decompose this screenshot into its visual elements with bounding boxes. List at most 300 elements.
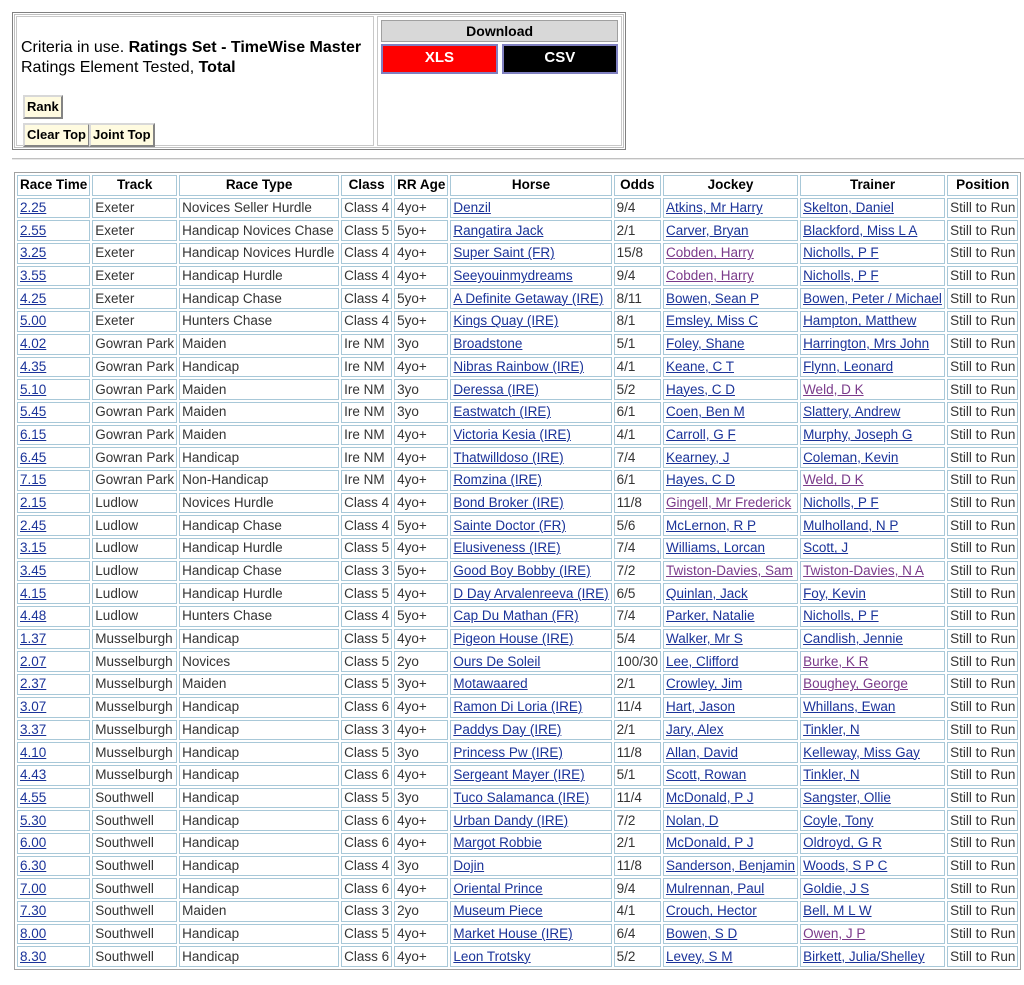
horse-link[interactable]: Oriental Prince [453, 880, 543, 896]
jockey-link[interactable]: Parker, Natalie [665, 608, 755, 624]
table-cell [179, 651, 339, 672]
race-time-link[interactable]: 6.00 [20, 835, 47, 851]
table-cell [341, 765, 392, 786]
class-cell: Ire NM [344, 336, 385, 352]
trainer-link[interactable]: Coleman, Kevin [803, 449, 899, 465]
table-cell [663, 334, 798, 355]
jockey-link[interactable]: McDonald, P J [665, 835, 754, 851]
race-time-link[interactable]: 3.15 [20, 540, 47, 556]
table-cell [947, 583, 1018, 604]
odds-cell: 11/8 [616, 857, 642, 873]
race-time-link[interactable]: 4.10 [20, 744, 47, 760]
jockey-link[interactable]: Williams, Lorcan [665, 540, 765, 556]
table-cell [800, 856, 945, 877]
trainer-link[interactable]: Twiston-Davies, N A [803, 563, 924, 579]
header-track[interactable]: Track [92, 175, 177, 196]
age-cell: 3yo [397, 744, 419, 760]
header-odds[interactable]: Odds [614, 175, 661, 196]
race-time-link[interactable]: 3.55 [20, 268, 47, 284]
horse-link[interactable]: Rangatira Jack [453, 222, 544, 238]
trainer-link[interactable]: Scott, J [803, 540, 849, 556]
race-time-link[interactable]: 3.37 [20, 721, 47, 737]
jockey-link[interactable]: Hayes, C D [665, 472, 735, 488]
table-cell [947, 220, 1018, 241]
download-xls-button[interactable]: XLS [381, 44, 497, 74]
joint-top-button[interactable]: Joint Top [89, 123, 155, 147]
age-cell: 4yo+ [397, 926, 427, 942]
trainer-link[interactable]: Goldie, J S [803, 880, 870, 896]
table-cell [92, 924, 177, 945]
jockey-link[interactable]: Hart, Jason [665, 699, 735, 715]
jockey-link[interactable]: Gingell, Mr Frederick [665, 494, 792, 510]
table-cell [450, 583, 611, 604]
trainer-link[interactable]: Sangster, Ollie [803, 789, 891, 805]
race-time-link[interactable]: 5.45 [20, 404, 47, 420]
table-cell [394, 697, 448, 718]
class-cell: Class 5 [344, 631, 390, 647]
table-cell [450, 924, 611, 945]
race-time-link[interactable]: 4.48 [20, 608, 47, 624]
horse-link[interactable]: Broadstone [453, 336, 523, 352]
race-type-cell: Maiden [182, 676, 227, 692]
trainer-link[interactable]: Harrington, Mrs John [803, 336, 930, 352]
table-cell [179, 402, 339, 423]
horse-link[interactable]: Princess Pw (IRE) [453, 744, 563, 760]
horse-link[interactable]: Dojin [453, 857, 485, 873]
class-cell: Class 4 [344, 268, 390, 284]
table-cell [614, 515, 661, 536]
horse-link[interactable]: Eastwatch (IRE) [453, 404, 551, 420]
table-cell [947, 742, 1018, 763]
table-row [17, 606, 1018, 627]
trainer-link[interactable]: Coyle, Tony [803, 812, 874, 828]
race-time-link[interactable]: 4.02 [20, 336, 47, 352]
table-cell [17, 788, 90, 809]
horse-link[interactable]: Deressa (IRE) [453, 381, 539, 397]
race-time-link[interactable]: 3.45 [20, 563, 47, 579]
table-cell [92, 697, 177, 718]
table-cell [450, 765, 611, 786]
download-title: Download [381, 20, 618, 42]
table-cell [17, 493, 90, 514]
table-cell [92, 765, 177, 786]
jockey-link[interactable]: Sanderson, Benjamin [665, 857, 796, 873]
race-time-link[interactable]: 2.07 [20, 653, 47, 669]
position-cell: Still to Run [950, 903, 1016, 919]
table-cell [450, 311, 611, 332]
class-cell: Class 5 [344, 676, 390, 692]
age-cell: 4yo+ [397, 835, 427, 851]
table-cell [450, 402, 611, 423]
horse-link[interactable]: D Day Arvalenreeva (IRE) [453, 585, 609, 601]
horse-link[interactable]: Bond Broker (IRE) [453, 494, 564, 510]
class-cell: Ire NM [344, 426, 385, 442]
table-cell [341, 402, 392, 423]
jockey-link[interactable]: Lee, Clifford [665, 653, 739, 669]
table-cell [450, 720, 611, 741]
race-time-link[interactable]: 4.15 [20, 585, 47, 601]
jockey-link[interactable]: Bowen, S D [665, 926, 738, 942]
race-time-link[interactable]: 5.10 [20, 381, 47, 397]
race-type-cell: Handicap Chase [182, 290, 282, 306]
jockey-link[interactable]: Atkins, Mr Harry [665, 200, 763, 216]
table-row [17, 856, 1018, 877]
race-type-cell: Handicap [182, 744, 240, 760]
horse-link[interactable]: Urban Dandy (IRE) [453, 812, 569, 828]
table-cell [17, 311, 90, 332]
jockey-link[interactable]: McLernon, R P [665, 517, 757, 533]
table-row [17, 810, 1018, 831]
trainer-link[interactable]: Foy, Kevin [803, 585, 866, 601]
trainer-link[interactable]: Murphy, Joseph G [803, 426, 913, 442]
trainer-link[interactable]: Nicholls, P F [803, 494, 879, 510]
table-cell [92, 515, 177, 536]
age-cell: 5yo+ [397, 517, 427, 533]
table-cell [947, 288, 1018, 309]
trainer-link[interactable]: Boughey, George [803, 676, 908, 692]
race-time-link[interactable]: 6.45 [20, 449, 47, 465]
race-time-link[interactable]: 7.30 [20, 903, 47, 919]
table-cell [800, 651, 945, 672]
race-time-link[interactable]: 2.37 [20, 676, 47, 692]
table-cell [800, 311, 945, 332]
table-cell [663, 720, 798, 741]
table-cell [17, 357, 90, 378]
table-row [17, 447, 1018, 468]
age-cell: 3yo [397, 381, 419, 397]
jockey-link[interactable]: Emsley, Miss C [665, 313, 758, 329]
header-horse[interactable]: Horse [450, 175, 611, 196]
table-cell [663, 651, 798, 672]
table-row [17, 765, 1018, 786]
table-cell [947, 924, 1018, 945]
age-cell: 4yo+ [397, 200, 427, 216]
rank-button[interactable]: Rank [23, 95, 63, 119]
table-cell [17, 334, 90, 355]
table-cell [17, 674, 90, 695]
position-cell: Still to Run [950, 563, 1016, 579]
odds-cell: 9/4 [616, 268, 636, 284]
position-cell: Still to Run [950, 631, 1016, 647]
trainer-link[interactable]: Nicholls, P F [803, 268, 879, 284]
table-cell [450, 856, 611, 877]
track-cell: Ludlow [95, 585, 139, 601]
table-cell [450, 515, 611, 536]
jockey-link[interactable]: Hayes, C D [665, 381, 735, 397]
horse-link[interactable]: Romzina (IRE) [453, 472, 542, 488]
table-cell [17, 515, 90, 536]
race-time-link[interactable]: 3.07 [20, 699, 47, 715]
jockey-link[interactable]: Scott, Rowan [665, 767, 747, 783]
table-cell [800, 470, 945, 491]
horse-link[interactable]: Denzil [453, 200, 491, 216]
horse-link[interactable]: Super Saint (FR) [453, 245, 555, 261]
track-cell: Southwell [95, 812, 154, 828]
horse-link[interactable]: Cap Du Mathan (FR) [453, 608, 579, 624]
table-cell [179, 810, 339, 831]
table-cell [663, 629, 798, 650]
horse-link[interactable]: Motawaared [453, 676, 528, 692]
odds-cell: 9/4 [616, 200, 636, 216]
header-trainer[interactable]: Trainer [800, 175, 945, 196]
jockey-link[interactable]: Nolan, D [665, 812, 719, 828]
trainer-link[interactable]: Whillans, Ewan [803, 699, 896, 715]
table-cell [800, 583, 945, 604]
age-cell: 4yo+ [397, 585, 427, 601]
race-type-cell: Novices Seller Hurdle [182, 200, 312, 216]
jockey-link[interactable]: Mulrennan, Paul [665, 880, 765, 896]
header-race-time[interactable]: Race Time [17, 175, 90, 196]
horse-link[interactable]: Sainte Doctor (FR) [453, 517, 566, 533]
track-cell: Exeter [95, 200, 135, 216]
odds-cell: 8/1 [616, 313, 636, 329]
race-time-link[interactable]: 6.15 [20, 426, 47, 442]
jockey-link[interactable]: Quinlan, Jack [665, 585, 748, 601]
table-cell [179, 243, 339, 264]
trainer-link[interactable]: Burke, K R [803, 653, 869, 669]
jockey-link[interactable]: Cobden, Harry [665, 245, 754, 261]
trainer-link[interactable]: Tinkler, N [803, 767, 860, 783]
trainer-link[interactable]: Nicholls, P F [803, 245, 879, 261]
table-row [17, 493, 1018, 514]
horse-link[interactable]: Seeyouinmydreams [453, 268, 573, 284]
horse-link[interactable]: Thatwilldoso (IRE) [453, 449, 564, 465]
table-cell [450, 243, 611, 264]
table-cell [17, 878, 90, 899]
horse-link[interactable]: Ramon Di Loria (IRE) [453, 699, 583, 715]
table-cell [92, 651, 177, 672]
race-time-link[interactable]: 4.55 [20, 789, 47, 805]
class-cell: Class 4 [344, 290, 390, 306]
horse-link[interactable]: Museum Piece [453, 903, 543, 919]
race-time-link[interactable]: 4.25 [20, 290, 47, 306]
race-time-link[interactable]: 2.25 [20, 200, 47, 216]
jockey-link[interactable]: Cobden, Harry [665, 268, 754, 284]
table-cell [450, 629, 611, 650]
table-cell [947, 311, 1018, 332]
jockey-link[interactable]: Foley, Shane [665, 336, 745, 352]
header-class[interactable]: Class [341, 175, 392, 196]
horse-link[interactable]: Nibras Rainbow (IRE) [453, 358, 584, 374]
trainer-link[interactable]: Blackford, Miss L A [803, 222, 918, 238]
horse-link[interactable]: Tuco Salamanca (IRE) [453, 789, 590, 805]
trainer-link[interactable]: Weld, D K [803, 381, 864, 397]
table-cell [450, 561, 611, 582]
race-time-link[interactable]: 6.30 [20, 857, 47, 873]
table-cell [947, 810, 1018, 831]
race-time-link[interactable]: 1.37 [20, 631, 47, 647]
top-buttons-row [23, 123, 154, 147]
race-type-cell: Handicap [182, 948, 240, 964]
jockey-link[interactable]: Carroll, G F [665, 426, 736, 442]
age-cell: 4yo+ [397, 358, 427, 374]
horse-link[interactable]: Kings Quay (IRE) [453, 313, 559, 329]
age-cell: 4yo+ [397, 472, 427, 488]
table-cell [947, 447, 1018, 468]
horse-link[interactable]: A Definite Getaway (IRE) [453, 290, 604, 306]
table-cell [800, 606, 945, 627]
race-time-link[interactable]: 3.25 [20, 245, 47, 261]
download-csv-button[interactable]: CSV [502, 44, 618, 74]
trainer-link[interactable]: Nicholls, P F [803, 608, 879, 624]
jockey-link[interactable]: Levey, S M [665, 948, 733, 964]
table-cell [394, 742, 448, 763]
table-cell [663, 447, 798, 468]
race-type-cell: Maiden [182, 336, 227, 352]
race-type-cell: Novices [182, 653, 231, 669]
trainer-link[interactable]: Mulholland, N P [803, 517, 899, 533]
table-cell [92, 833, 177, 854]
race-time-link[interactable]: 4.43 [20, 767, 47, 783]
table-cell [394, 515, 448, 536]
race-type-cell: Handicap [182, 835, 240, 851]
table-cell [394, 288, 448, 309]
table-cell [947, 334, 1018, 355]
trainer-link[interactable]: Woods, S P C [803, 857, 888, 873]
track-cell: Ludlow [95, 563, 139, 579]
table-cell [17, 651, 90, 672]
horse-link[interactable]: Victoria Kesia (IRE) [453, 426, 571, 442]
race-time-link[interactable]: 8.30 [20, 948, 47, 964]
age-cell: 4yo+ [397, 699, 427, 715]
horse-link[interactable]: Market House (IRE) [453, 926, 573, 942]
trainer-link[interactable]: Kelleway, Miss Gay [803, 744, 920, 760]
jockey-link[interactable]: Crouch, Hector [665, 903, 757, 919]
header-jockey[interactable]: Jockey [663, 175, 798, 196]
position-cell: Still to Run [950, 699, 1016, 715]
position-cell: Still to Run [950, 449, 1016, 465]
jockey-link[interactable]: Keane, C T [665, 358, 735, 374]
race-time-link[interactable]: 5.30 [20, 812, 47, 828]
jockey-link[interactable]: McDonald, P J [665, 789, 754, 805]
table-cell [614, 357, 661, 378]
odds-cell: 7/4 [616, 540, 636, 556]
table-cell [179, 561, 339, 582]
table-cell [800, 334, 945, 355]
horse-link[interactable]: Margot Robbie [453, 835, 542, 851]
track-cell: Gowran Park [95, 381, 175, 397]
track-cell: Musselburgh [95, 721, 173, 737]
trainer-link[interactable]: Bell, M L W [803, 903, 872, 919]
trainer-link[interactable]: Bowen, Peter / Michael [803, 290, 942, 306]
header-position[interactable]: Position [947, 175, 1018, 196]
table-cell [179, 357, 339, 378]
table-cell [800, 266, 945, 287]
table-row [17, 629, 1018, 650]
trainer-link[interactable]: Hampton, Matthew [803, 313, 917, 329]
race-type-cell: Handicap Hurdle [182, 585, 283, 601]
jockey-link[interactable]: Kearney, J [665, 449, 730, 465]
table-cell [947, 198, 1018, 219]
trainer-link[interactable]: Candlish, Jennie [803, 631, 903, 647]
table-row [17, 651, 1018, 672]
header-race-type[interactable]: Race Type [179, 175, 339, 196]
position-cell: Still to Run [950, 336, 1016, 352]
race-time-link[interactable]: 2.45 [20, 517, 47, 533]
horse-link[interactable]: Good Boy Bobby (IRE) [453, 563, 591, 579]
table-cell [394, 946, 448, 967]
table-cell [394, 334, 448, 355]
table-cell [614, 470, 661, 491]
table-cell [394, 425, 448, 446]
race-time-link[interactable]: 4.35 [20, 358, 47, 374]
horse-link[interactable]: Paddys Day (IRE) [453, 721, 562, 737]
trainer-link[interactable]: Weld, D K [803, 472, 864, 488]
jockey-link[interactable]: Coen, Ben M [665, 404, 745, 420]
trainer-link[interactable]: Flynn, Leonard [803, 358, 894, 374]
track-cell: Gowran Park [95, 336, 175, 352]
table-cell [614, 788, 661, 809]
table-cell [394, 379, 448, 400]
horse-link[interactable]: Pigeon House (IRE) [453, 631, 574, 647]
jockey-link[interactable]: Twiston-Davies, Sam [665, 563, 793, 579]
table-cell [394, 674, 448, 695]
age-cell: 5yo+ [397, 313, 427, 329]
trainer-link[interactable]: Birkett, Julia/Shelley [803, 948, 925, 964]
position-cell: Still to Run [950, 358, 1016, 374]
table-cell [17, 288, 90, 309]
jockey-link[interactable]: Allan, David [665, 744, 739, 760]
class-cell: Class 5 [344, 540, 390, 556]
table-cell [179, 470, 339, 491]
position-cell: Still to Run [950, 222, 1016, 238]
table-cell [179, 288, 339, 309]
table-cell [17, 629, 90, 650]
age-cell: 4yo+ [397, 721, 427, 737]
jockey-link[interactable]: Jary, Alex [665, 721, 724, 737]
table-cell [17, 946, 90, 967]
trainer-link[interactable]: Skelton, Daniel [803, 200, 894, 216]
race-time-link[interactable]: 2.15 [20, 494, 47, 510]
table-cell [179, 720, 339, 741]
trainer-link[interactable]: Tinkler, N [803, 721, 860, 737]
class-cell: Class 4 [344, 245, 390, 261]
race-time-link[interactable]: 5.00 [20, 313, 47, 329]
table-cell [179, 538, 339, 559]
clear-top-button[interactable]: Clear Top [23, 123, 90, 147]
jockey-link[interactable]: Walker, Mr S [665, 631, 743, 647]
table-cell [341, 515, 392, 536]
table-cell [92, 788, 177, 809]
race-time-link[interactable]: 7.15 [20, 472, 47, 488]
header-rr-age[interactable]: RR Age [394, 175, 448, 196]
jockey-link[interactable]: Crowley, Jim [665, 676, 743, 692]
race-time-link[interactable]: 7.00 [20, 880, 47, 896]
position-cell: Still to Run [950, 812, 1016, 828]
trainer-link[interactable]: Slattery, Andrew [803, 404, 901, 420]
position-cell: Still to Run [950, 381, 1016, 397]
table-cell [663, 901, 798, 922]
trainer-link[interactable]: Oldroyd, G R [803, 835, 882, 851]
jockey-link[interactable]: Bowen, Sean P [665, 290, 760, 306]
table-cell [614, 493, 661, 514]
race-type-cell: Handicap Chase [182, 563, 282, 579]
race-time-link[interactable]: 2.55 [20, 222, 47, 238]
class-cell: Ire NM [344, 381, 385, 397]
race-time-link[interactable]: 8.00 [20, 926, 47, 942]
track-cell: Ludlow [95, 540, 139, 556]
horse-link[interactable]: Sergeant Mayer (IRE) [453, 767, 585, 783]
table-row [17, 311, 1018, 332]
horse-link[interactable]: Ours De Soleil [453, 653, 541, 669]
position-cell: Still to Run [950, 926, 1016, 942]
table-cell [394, 583, 448, 604]
jockey-link[interactable]: Carver, Bryan [665, 222, 749, 238]
horse-link[interactable]: Elusiveness (IRE) [453, 540, 561, 556]
trainer-link[interactable]: Owen, J P [803, 926, 866, 942]
horse-link[interactable]: Leon Trotsky [453, 948, 531, 964]
table-cell [92, 447, 177, 468]
